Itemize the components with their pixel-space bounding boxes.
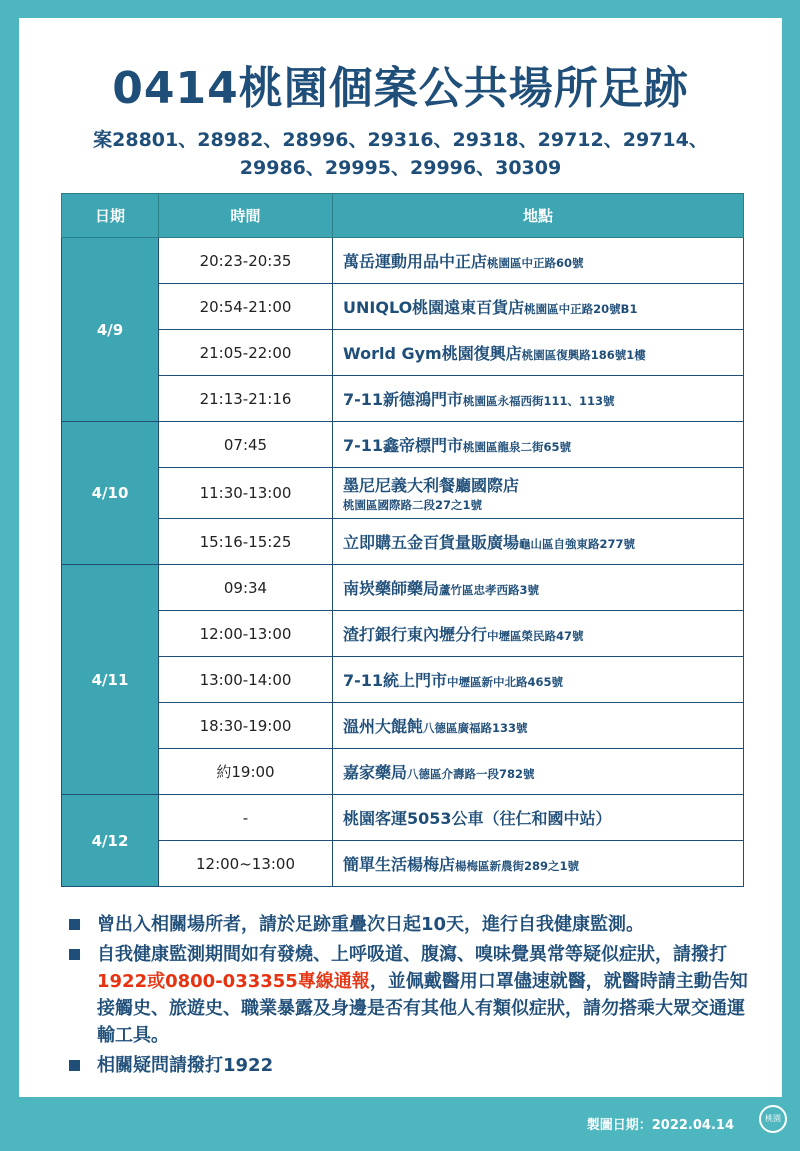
time-cell: 20:23-20:35 xyxy=(159,238,333,284)
table-row xyxy=(62,238,744,284)
place-name: World Gym桃園復興店 xyxy=(343,344,522,363)
place-address: 中壢區新中北路465號 xyxy=(447,675,564,689)
square-bullet-icon xyxy=(69,1060,80,1071)
note-item xyxy=(67,1052,757,1079)
place-address: 桃園區中正路20號B1 xyxy=(524,302,638,316)
place-name: 墨尼尼義大利餐廳國際店 xyxy=(343,476,520,495)
time-cell: 21:05-22:00 xyxy=(159,330,333,376)
table-row xyxy=(62,330,744,376)
square-bullet-icon xyxy=(69,919,80,930)
time-cell: 12:00~13:00 xyxy=(159,841,333,887)
place-name: 溫州大餛飩 xyxy=(343,717,424,736)
time-cell: 21:13-21:16 xyxy=(159,376,333,422)
place-address: 龜山區自強東路277號 xyxy=(519,537,636,551)
place-name: UNIQLO桃園遠東百貨店 xyxy=(343,298,525,317)
place-cell xyxy=(333,468,744,519)
place-cell xyxy=(333,519,744,565)
place-address: 桃園區中正路60號 xyxy=(487,256,584,270)
time-cell: 約19:00 xyxy=(159,749,333,795)
time-cell: 12:00-13:00 xyxy=(159,611,333,657)
place-name: 桃園客運5053公車（往仁和國中站） xyxy=(343,809,612,828)
place-address: 桃園區國際路二段27之1號 xyxy=(343,498,483,512)
time-cell: 15:16-15:25 xyxy=(159,519,333,565)
place-cell xyxy=(333,703,744,749)
case-list-line-1: 案28801、28982、28996、29316、29318、29712、29714、 xyxy=(93,129,708,151)
place-cell xyxy=(333,376,744,422)
table-row xyxy=(62,657,744,703)
time-cell: 18:30-19:00 xyxy=(159,703,333,749)
place-cell xyxy=(333,749,744,795)
table-row xyxy=(62,703,744,749)
chart-date: 製圖日期：2022.04.14 xyxy=(586,1118,734,1133)
city-seal-icon: 桃園 xyxy=(759,1105,787,1133)
note-text: 曾出入相關場所者，請於足跡重疊次日起10天，進行自我健康監測。 xyxy=(97,914,645,935)
place-name: 萬岳運動用品中正店 xyxy=(343,252,488,271)
header-time: 時間 xyxy=(159,194,333,238)
table-row xyxy=(62,519,744,565)
place-name: 立即購五金百貨量販廣場 xyxy=(343,533,520,552)
table-row xyxy=(62,376,744,422)
place-cell xyxy=(333,841,744,887)
header-place: 地點 xyxy=(333,194,744,238)
page-title: 0414桃園個案公共場所足跡 xyxy=(112,63,689,114)
time-cell: 20:54-21:00 xyxy=(159,284,333,330)
place-address: 桃園區復興路186號1樓 xyxy=(521,348,646,362)
table-row xyxy=(62,468,744,519)
note-item xyxy=(67,941,757,1049)
place-cell xyxy=(333,284,744,330)
place-address: 楊梅區新農街289之1號 xyxy=(455,859,580,873)
place-name: 嘉家藥局 xyxy=(343,763,408,782)
date-cell: 4/10 xyxy=(62,422,159,565)
place-name: 7-11新德鴻門市 xyxy=(343,390,464,409)
table-header-row xyxy=(62,194,744,238)
hotline-highlight: 1922或0800-033355專線通報 xyxy=(97,971,370,992)
footprint-table xyxy=(61,193,744,887)
place-address: 蘆竹區忠孝西路3號 xyxy=(439,583,540,597)
date-cell: 4/12 xyxy=(62,795,159,887)
place-name: 南崁藥師藥局 xyxy=(343,579,440,598)
place-cell xyxy=(333,565,744,611)
place-cell xyxy=(333,422,744,468)
note-text: 相關疑問請撥打1922 xyxy=(97,1055,274,1076)
table-row xyxy=(62,422,744,468)
date-cell: 4/9 xyxy=(62,238,159,422)
table-row xyxy=(62,565,744,611)
time-cell: 13:00-14:00 xyxy=(159,657,333,703)
note-item xyxy=(67,911,757,938)
note-text: 自我健康監測期間如有發燒、上呼吸道、腹瀉、嗅味覺異常等疑似症狀，請撥打 xyxy=(97,944,727,965)
time-cell: 07:45 xyxy=(159,422,333,468)
place-address: 中壢區榮民路47號 xyxy=(487,629,584,643)
case-list xyxy=(19,126,782,182)
place-address: 桃園區永福西街111、113號 xyxy=(463,394,615,408)
place-cell xyxy=(333,238,744,284)
table-row xyxy=(62,749,744,795)
place-cell xyxy=(333,611,744,657)
time-cell: - xyxy=(159,795,333,841)
table-row xyxy=(62,795,744,841)
table-row xyxy=(62,841,744,887)
place-cell xyxy=(333,330,744,376)
note-text: ，並佩戴醫用口罩儘速就醫，就醫時請主動告知接觸史、旅遊史、職業暴露及身邊是否有其他人有類似症狀，請勿搭乘大眾交通運輸工具。 xyxy=(97,971,748,1046)
place-name: 7-11統上門市 xyxy=(343,671,448,690)
time-cell: 11:30-13:00 xyxy=(159,468,333,519)
place-address: 八德區介壽路一段782號 xyxy=(407,767,535,781)
square-bullet-icon xyxy=(69,949,80,960)
place-address: 桃園區龍泉二街65號 xyxy=(463,440,572,454)
table-row xyxy=(62,284,744,330)
notes-section xyxy=(67,911,757,1082)
poster-card xyxy=(19,18,782,1097)
place-cell xyxy=(333,795,744,841)
header-date: 日期 xyxy=(62,194,159,238)
time-cell: 09:34 xyxy=(159,565,333,611)
place-name: 7-11鑫帝標門市 xyxy=(343,436,464,455)
case-list-line-2: 29986、29995、29996、30309 xyxy=(239,157,562,179)
place-name: 渣打銀行東內壢分行 xyxy=(343,625,488,644)
place-address: 八德區廣福路133號 xyxy=(423,721,528,735)
date-cell: 4/11 xyxy=(62,565,159,795)
place-cell xyxy=(333,657,744,703)
table-row xyxy=(62,611,744,657)
place-name: 簡單生活楊梅店 xyxy=(343,855,456,874)
